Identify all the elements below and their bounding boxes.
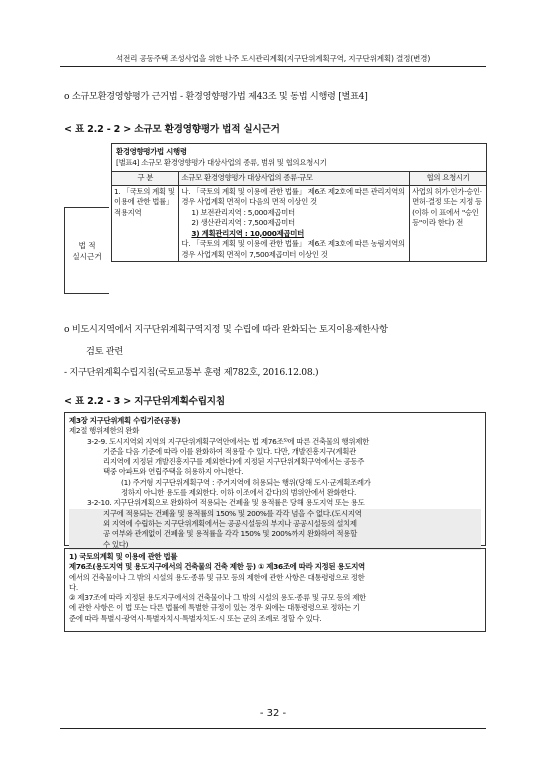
cell-item-da: 다. 「국토의 계획 및 이용에 관한 법률」 제6조 제3호에 따른 농림지역의 경우 사업계획 면적이 7,500제곱미터 이상인 것 — [181, 239, 405, 259]
environment-table — [111, 143, 487, 262]
row-label-text: 법 적 실시근거 — [72, 240, 102, 261]
law-box — [64, 548, 486, 632]
box1-line: (1) 주거형 지구단위계획구역 : 주거지역에 허용되는 행위(당해 도시·군계획조례가 — [121, 477, 371, 487]
header-project-types: 소규모 환경영향평가 대상사업의 종류·규모 — [179, 172, 410, 186]
cell-project-types — [179, 185, 410, 262]
header-rule — [60, 66, 486, 67]
caption-table-2-2-3: < 표 2.2 - 3 > 지구단위계획수립지침 — [64, 396, 225, 407]
footer-rule — [60, 728, 486, 729]
cell-item-3: 3) 계획관리지역 : 10,000제곱미터 — [191, 228, 304, 238]
box1-line: 공 여부와 관계없이 건폐율 및 용적률을 각각 150% 및 200%까지 완화하여 적용할 — [69, 529, 481, 539]
table-title-1: 환경영향평가법 시행령 — [116, 147, 187, 156]
box1-line: 제2절 행위제한의 완화 — [69, 426, 140, 436]
box1-line: 제3장 지구단위계획 수립기준(공통) — [69, 416, 181, 425]
box1-line: 택중 아파트와 연립주택을 허용하지 아니한다. — [103, 467, 244, 477]
box2-line: 에 관한 사항은 이 법 또는 다른 법률에 특별한 규정이 있는 경우 외에는 대통령령으로 정하는 기 — [69, 603, 360, 613]
row-label-legal-basis — [64, 207, 109, 294]
box2-line: 에서의 건축물이나 그 밖의 시설의 용도·종류 및 규모 등의 제한에 관한 사항은 대통령령으로 정한 — [69, 572, 365, 582]
cell-item-1: 1) 보전관리지역 : 5,000제곱미터 — [191, 207, 295, 217]
header-consultation-time: 협의 요청시기 — [410, 172, 487, 186]
cell-consultation-time: 사업의 허가·인가·승인·면허·결정 또는 지정 등(이하 이 표에서 "승인등"이라 한다) 전 — [410, 185, 487, 262]
cell-item-2: 2) 생산관리지역 : 7,500제곱미터 — [191, 218, 295, 227]
box2-line: 제76조(용도지역 및 용도지구에서의 건축물의 건축 제한 등) ① 제36조에 따라 지정된 용도지역 — [69, 562, 365, 572]
box1-line: 지구에 적용되는 건폐율 및 용적률의 150% 및 200%를 각각 넘을 수 없다.(도시지역 — [69, 509, 481, 519]
box2-line: 1) 국토의계획 및 이용에 관한 법률 — [69, 552, 178, 561]
table-title-cell — [112, 144, 487, 172]
bullet-environment-basis: o 소규모환경영향평가 근거법 - 환경영향평가법 제43조 및 동법 시행령 [별표4] — [64, 91, 368, 102]
box2-line: 다. — [69, 582, 78, 592]
table-title-row — [112, 144, 487, 172]
box1-line: 수 있다) — [69, 540, 481, 550]
table-title-2: [별표4] 소규모 환경영향평가 대상사업의 종류, 범위 및 협의요청시기 — [116, 157, 327, 167]
cell-item-na: 나. 「국토의 계획 및 이용에 관한 법률」 제6조 제2호에 따른 관리지역의 경우 사업계획 면적이 다음의 면적 이상인 것 — [181, 186, 405, 206]
cell-category: 1. 「국토의 계획 및 이용에 관한 법률」 적용지역 — [112, 185, 179, 262]
box2-line: ② 제37조에 따라 지정된 용도지구에서의 건축물이나 그 밖의 시설의 용도·종류 및 규모 등의 제한 — [69, 593, 366, 603]
table-header-row — [112, 172, 487, 186]
bullet-non-urban: o 비도시지역에서 지구단위계획구역지정 및 수립에 따라 완화되는 토지이용제한사항 — [64, 324, 388, 335]
box1-line: 외 지역에 수립하는 지구단위계획에서는 공공시설등의 부지나 공공시설등의 설치제 — [69, 519, 481, 529]
bullet-non-urban-line2: 검토 관련 — [86, 346, 123, 357]
box2-line: 준에 따라 특별시·광역시·특별자치시·특별자치도·시 또는 군의 조례로 정할 수 있다. — [69, 613, 322, 623]
box1-line: 3-2-9. 도시지역외 지역의 지구단위계획구역안에서는 법 제76조⁵⁾에 따른 건축물의 행위제한 — [87, 436, 369, 446]
table-row — [112, 185, 487, 262]
page-header-title: 석전리 공동주택 조성사업을 위한 나주 도시관리계획(지구단위계획구역, 지구단위계획) 결정(변경) — [115, 54, 431, 63]
box1-line: 기준을 다음 기준에 따라 이를 완화하여 적용할 수 있다. 다만, 개발진흥지구(계획관 — [103, 446, 356, 456]
box1-line: 3-2-10. 지구단위계획으로 완화하여 적용되는 건폐율 및 용적률은 당해 용도지역 또는 용도 — [87, 498, 365, 508]
guideline-box — [64, 412, 486, 549]
bullet-guideline: - 지구단위계획수립지침(국토교통부 훈령 제782호, 2016.12.08.) — [64, 367, 319, 378]
header-category: 구 분 — [112, 172, 179, 186]
box1-line: 리지역에 지정된 개발진흥지구를 제외한다)에 지정된 지구단위계획구역에서는 공동주 — [103, 457, 365, 467]
page-number: - 32 - — [259, 708, 287, 719]
box1-line: 정하지 아니한 용도를 제외한다. 이하 이조에서 같다)의 범위안에서 완화한다. — [121, 488, 357, 498]
caption-table-2-2-2: < 표 2.2 - 2 > 소규모 환경영향평가 법적 실시근거 — [64, 124, 280, 135]
